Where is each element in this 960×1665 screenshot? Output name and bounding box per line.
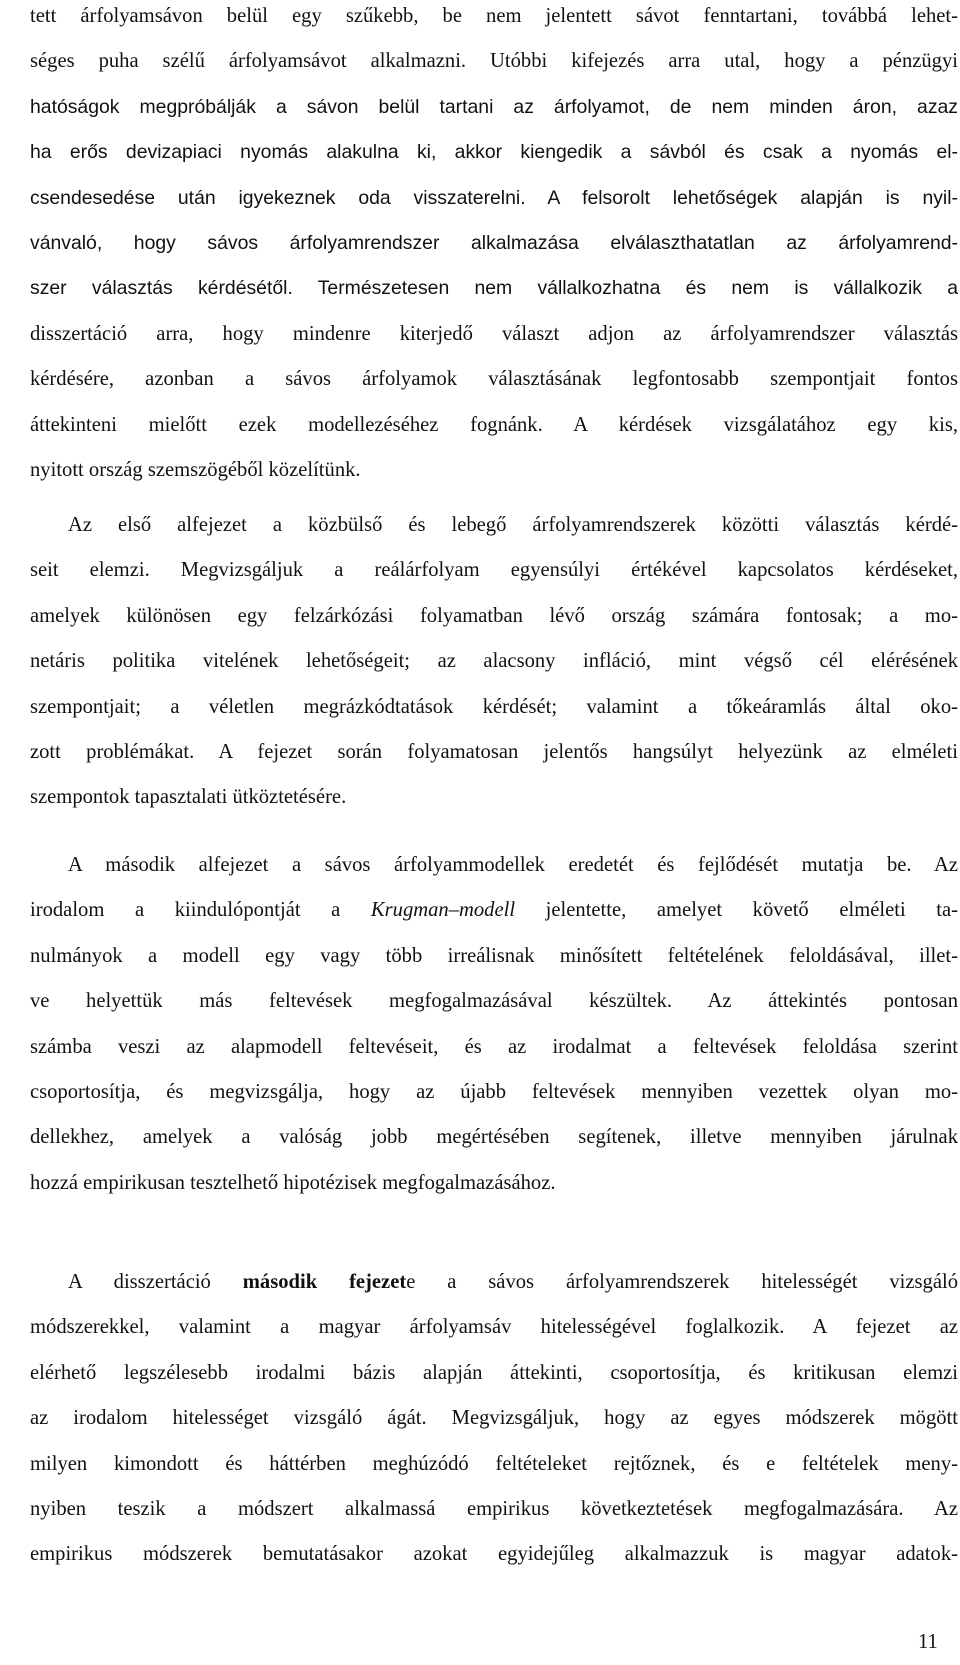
- chapter-reference-bold: második fejezet: [242, 1271, 407, 1293]
- text-line: nulmányok a modell egy vagy több irreálisnak minősített feltételének feloldásával, illet-: [30, 944, 958, 967]
- text-line: csendesedése után igyekeznek oda visszaterelni. A felsorolt lehetőségek alapján is nyil-: [30, 186, 958, 209]
- text-line: módszerekkel, valamint a magyar árfolyamsáv hitelességével foglalkozik. A fejezet az: [30, 1316, 958, 1339]
- text-line: szempontjait; a véletlen megrázkódtatások kérdését; valamint a tőkeáramlás által oko-: [30, 695, 958, 718]
- paragraph-second-subchapter: [30, 843, 958, 1206]
- text-line: séges puha szélű árfolyamsávot alkalmazni. Utóbbi kifejezés arra utal, hogy a pénzügyi: [30, 50, 958, 73]
- text-line: ha erős devizapiaci nyomás alakulna ki, akkor kiengedik a sávból és csak a nyomás el-: [30, 141, 958, 164]
- text-line-with-bold: [30, 1260, 958, 1305]
- text-line: számba veszi az alapmodell feltevéseit, és az irodalmat a feltevések feloldása szerint: [30, 1035, 958, 1058]
- text-run: A disszertáció: [68, 1271, 243, 1293]
- text-line: Az első alfejezet a közbülső és lebegő árfolyamrendszerek közötti választás kérdé-: [68, 514, 958, 536]
- text-line: ve helyettük más feltevések megfogalmazásával készültek. Az áttekintés pontosan: [30, 990, 958, 1013]
- paragraph-sav-intro: [30, 0, 958, 493]
- text-line: szempontok tapasztalati ütköztetésére.: [30, 786, 347, 809]
- text-line: hatóságok megpróbálják a sávon belül tartani az árfolyamot, de nem minden áron, azaz: [30, 95, 958, 118]
- text-run: irodalom a kiindulópontját a: [30, 899, 371, 922]
- text-line: vánvaló, hogy sávos árfolyamrendszer alkalmazása elválaszthatatlan az árfolyamrend-: [30, 232, 958, 255]
- text-line: nyiben teszik a módszert alkalmassá empirikus következtetések megfogalmazására. Az: [30, 1498, 958, 1521]
- text-line: amelyek különösen egy felzárkózási folyamatban lévő ország számára fontosak; a mo-: [30, 604, 958, 627]
- text-run: e a sávos árfolyamrendszerek hitelességét vizsgáló: [406, 1271, 958, 1293]
- text-line: hozzá empirikusan tesztelhető hipotézisek megfogalmazásához.: [30, 1171, 556, 1194]
- text-line: elérhető legszélesebb irodalmi bázis alapján áttekinti, csoportosítja, és kritikusan elemzi: [30, 1361, 958, 1384]
- text-line: csoportosítja, és megvizsgálja, hogy az újabb feltevések mennyiben vezettek olyan mo-: [30, 1081, 958, 1104]
- text-line: A második alfejezet a sávos árfolyammodellek eredetét és fejlődését mutatja be. Az: [68, 854, 958, 876]
- text-line: nyitott ország szemszögéből közelítünk.: [30, 459, 361, 482]
- text-line: empirikus módszerek bemutatásakor azokat egyidejűleg alkalmazzuk is magyar adatok-: [30, 1543, 958, 1566]
- paragraph-second-chapter: [30, 1260, 958, 1578]
- text-line: az irodalom hitelességet vizsgáló ágát. Megvizsgáljuk, hogy az egyes módszerek mögött: [30, 1407, 958, 1430]
- text-line: milyen kimondott és háttérben meghúzódó feltételeket rejtőznek, és e feltételek meny-: [30, 1452, 958, 1475]
- text-line: netáris politika vitelének lehetőségeit; az alacsony infláció, mint végső cél elérésének: [30, 650, 958, 673]
- text-line: seit elemzi. Megvizsgáljuk a reálárfolyam egyensúlyi értékével kapcsolatos kérdéseket,: [30, 559, 958, 582]
- text-line: tett árfolyamsávon belül egy szűkebb, be nem jelentett sávot fenntartani, továbbá lehet-: [30, 5, 958, 27]
- text-line: dellekhez, amelyek a valóság jobb megértésében segítenek, illetve mennyiben járulnak: [30, 1126, 958, 1149]
- text-line: szer választás kérdésétől. Természetesen nem vállalkozhatna és nem is vállalkozik a: [30, 277, 958, 300]
- paragraph-first-subchapter: [30, 503, 958, 821]
- text-line: kérdésére, azonban a sávos árfolyamok választásának legfontosabb szempontjait fontos: [30, 368, 958, 391]
- model-name-italic: Krugman–modell: [370, 899, 516, 922]
- text-line: disszertáció arra, hogy mindenre kiterjedő választ adjon az árfolyamrendszer választás: [30, 322, 958, 345]
- text-line-with-italic: [30, 888, 958, 933]
- text-line: zott problémákat. A fejezet során folyamatosan jelentős hangsúlyt helyezünk az elméleti: [30, 741, 958, 764]
- text-line: áttekinteni mielőtt ezek modellezéséhez fognánk. A kérdések vizsgálatához egy kis,: [30, 413, 958, 436]
- text-run: jelentette, amelyet követő elméleti ta-: [515, 899, 958, 922]
- page-number: 11: [918, 1631, 938, 1653]
